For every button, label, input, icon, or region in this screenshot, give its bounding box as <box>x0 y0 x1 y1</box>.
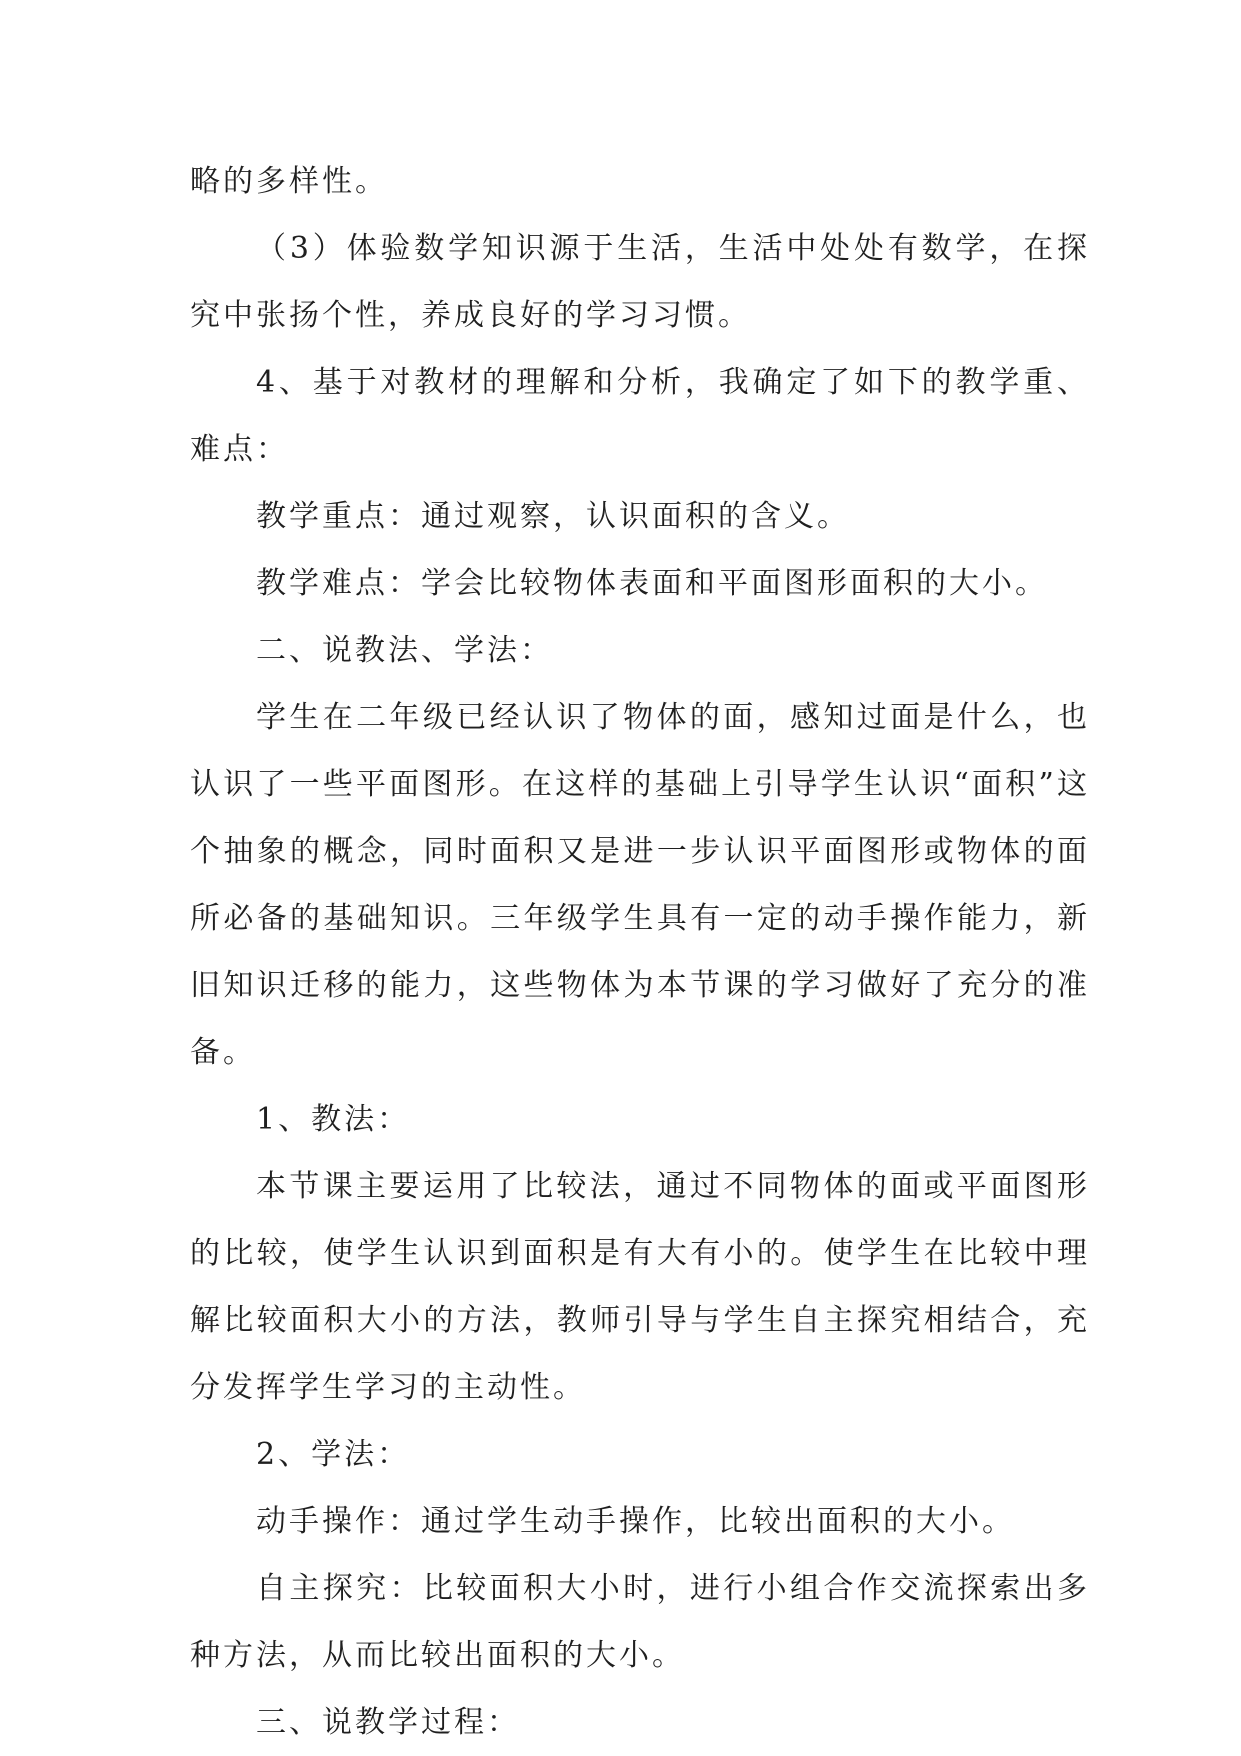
subheading-teaching-method: 1、教法： <box>256 1102 411 1137</box>
paragraph-teaching-method: 本节课主要运用了比较法，通过不同物体的面或平面图形的比较，使学生认识到面积是有大有小的。使学生在比较中理解比较面积大小的方法，教师引导与学生自主探究相结合，充分发挥学生学习的主动性。 <box>190 1169 1090 1405</box>
section-heading-methods: 二、说教法、学法： <box>256 633 553 668</box>
paragraph-teaching-focus: 教学重点：通过观察，认识面积的含义。 <box>256 499 850 534</box>
paragraph-objective-3: （3）体验数学知识源于生活，生活中处处有数学，在探究中张扬个性，养成良好的学习习惯。 <box>190 231 1090 333</box>
subheading-learning-method: 2、学法： <box>256 1437 411 1472</box>
paragraph-hands-on: 动手操作：通过学生动手操作，比较出面积的大小。 <box>256 1504 1015 1539</box>
section-heading-process: 三、说教学过程： <box>256 1705 520 1740</box>
document-body <box>190 148 1090 1756</box>
paragraph-key-points-intro: 4、基于对教材的理解和分析，我确定了如下的教学重、难点： <box>190 365 1090 467</box>
paragraph-continuation: 略的多样性。 <box>190 164 388 199</box>
paragraph-teaching-difficulty: 教学难点：学会比较物体表面和平面图形面积的大小。 <box>256 566 1048 601</box>
paragraph-student-analysis: 学生在二年级已经认识了物体的面，感知过面是什么，也认识了一些平面图形。在这样的基础上引导学生认识“面积”这个抽象的概念，同时面积又是进一步认识平面图形或物体的面所必备的基础知识。三年级学生具有一定的动手操作能力，新旧知识迁移的能力，这些物体为本节课的学习做好了充分的准备。 <box>190 700 1090 1070</box>
paragraph-self-exploration: 自主探究：比较面积大小时，进行小组合作交流探索出多种方法，从而比较出面积的大小。 <box>190 1571 1090 1673</box>
